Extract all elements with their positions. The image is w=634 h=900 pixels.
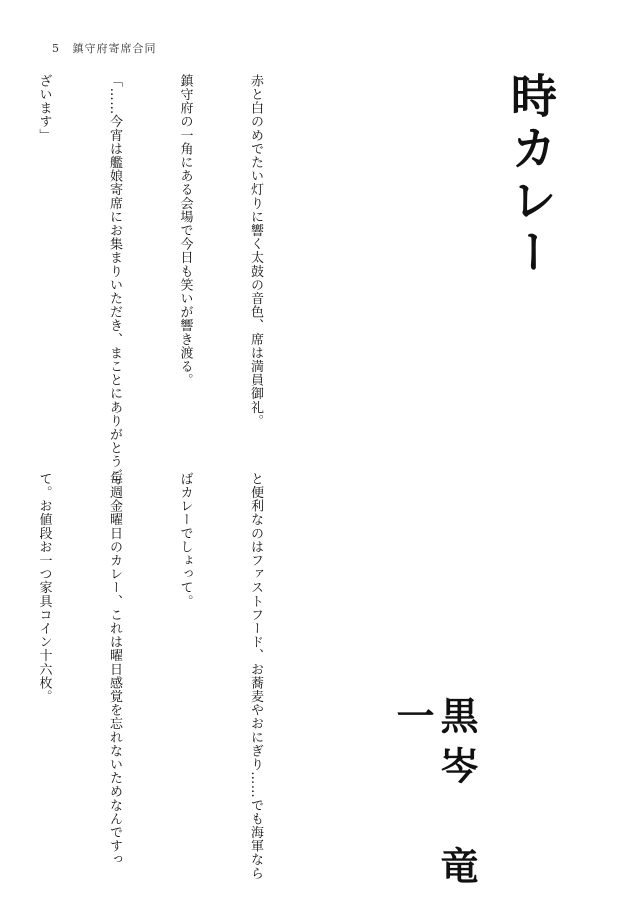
author-name: 黒岑 竜一 bbox=[390, 696, 478, 896]
lower-text-block bbox=[0, 472, 314, 880]
text-line: 赤と白のめでたい灯りに響く太鼓の音色、席は満員御礼。 bbox=[248, 74, 263, 428]
story-title: 時カレー bbox=[504, 72, 558, 280]
upper-text-block bbox=[0, 74, 314, 482]
text-line: ざいます」 bbox=[36, 74, 52, 142]
text-line: ばカレーでしょって。 bbox=[177, 472, 193, 608]
text-line: 鎮守府の一角にある会場で今日も笑いが響き渡る。 bbox=[177, 74, 193, 387]
text-line: て。お値段お一つ家具コイン十六枚。 bbox=[36, 472, 52, 704]
book-title: 鎮守府寄席合同 bbox=[72, 42, 157, 55]
text-line: 毎週金曜日のカレー、これは曜日感覚を忘れないためなんですっ bbox=[107, 472, 122, 867]
text-line: 「……今宵は艦娘寄席にお集まりいただき、まことにありがとうご bbox=[107, 74, 122, 482]
text-line: と便利なのはファストフード、お蕎麦やおにぎり……でも海軍なら bbox=[248, 472, 263, 880]
running-header bbox=[52, 40, 157, 56]
page-number: 5 bbox=[52, 42, 60, 55]
